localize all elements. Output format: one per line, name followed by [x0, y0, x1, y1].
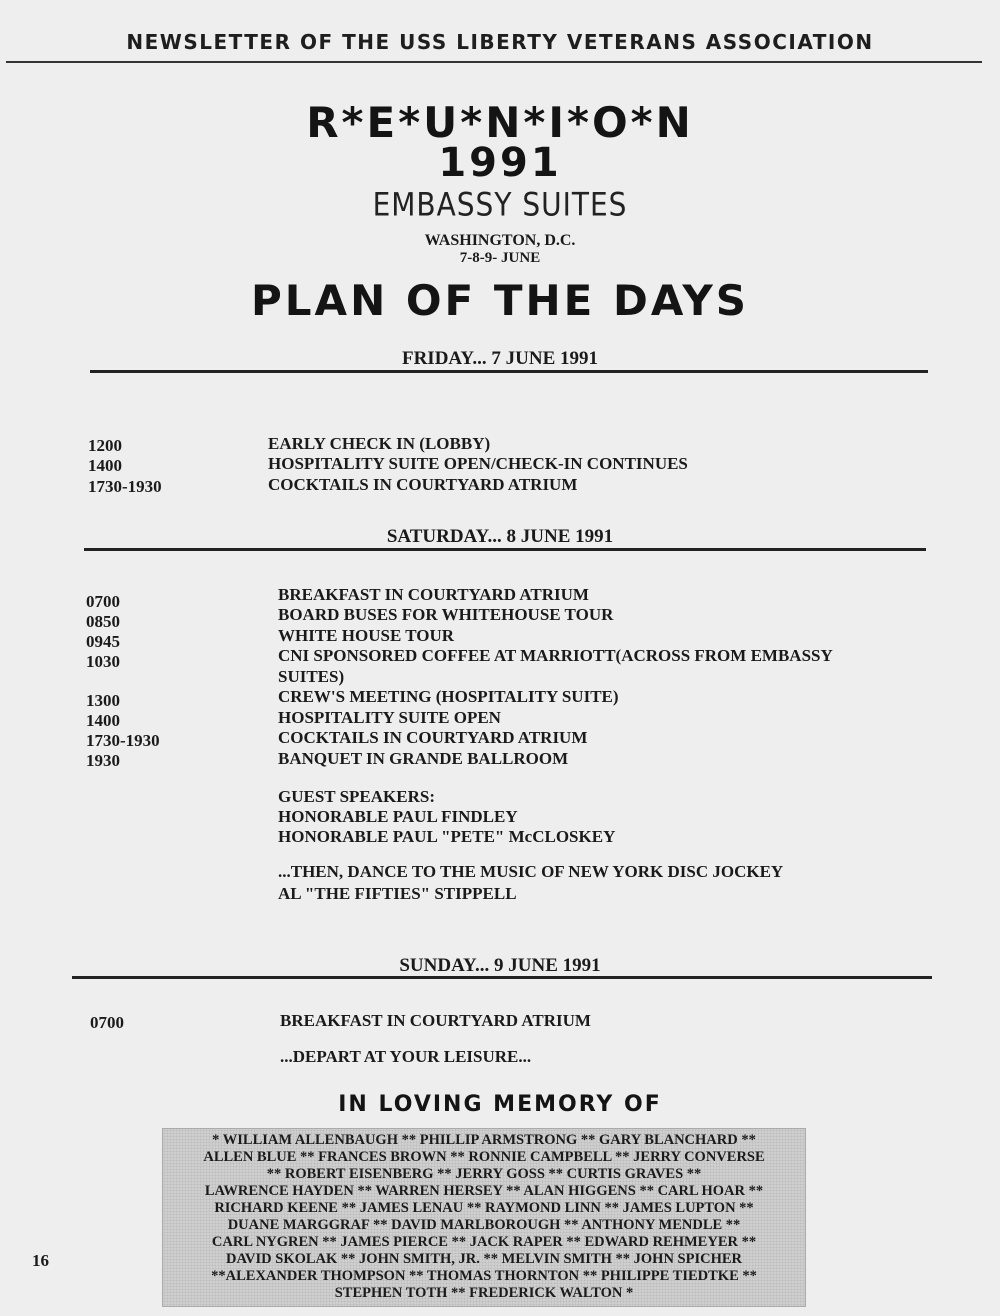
- memorial-title: IN LOVING MEMORY OF: [338, 1092, 662, 1117]
- schedule-time: 1300: [86, 691, 120, 710]
- schedule-time: 1930: [86, 751, 120, 770]
- memorial-names-line: LAWRENCE HAYDEN ** WARREN HERSEY ** ALAN HIGGENS ** CARL HOAR **: [204, 1183, 764, 1199]
- memorial-names-line: ** ROBERT EISENBERG ** JERRY GOSS ** CURTIS GRAVES **: [266, 1166, 702, 1182]
- schedule-time: 1200: [88, 436, 122, 455]
- memorial-names-line: DUANE MARGGRAF ** DAVID MARLBOROUGH ** ANTHONY MENDLE **: [227, 1217, 741, 1233]
- saturday-rule: [84, 548, 926, 551]
- sunday-heading: SUNDAY... 9 JUNE 1991: [399, 955, 601, 976]
- friday-heading: FRIDAY... 7 JUNE 1991: [401, 348, 598, 369]
- schedule-event: CREW'S MEETING (HOSPITALITY SUITE): [278, 687, 619, 706]
- guest-speaker: HONORABLE PAUL "PETE" McCLOSKEY: [278, 827, 616, 846]
- schedule-event: WHITE HOUSE TOUR: [278, 626, 455, 645]
- schedule-time: 1730-1930: [86, 731, 160, 750]
- event-dates: 7-8-9- JUNE: [459, 250, 541, 266]
- schedule-time: 0945: [86, 632, 120, 651]
- plan-title: PLAN OF THE DAYS: [251, 276, 749, 325]
- depart-note: ...DEPART AT YOUR LEISURE...: [280, 1047, 532, 1066]
- event-city: WASHINGTON, D.C.: [424, 232, 576, 249]
- schedule-time: 0700: [86, 592, 120, 611]
- schedule-time: 1730-1930: [88, 477, 162, 496]
- schedule-event: BANQUET IN GRANDE BALLROOM: [278, 749, 569, 768]
- reunion-heading: R*E*U*N*I*O*N: [306, 98, 694, 147]
- guest-speaker: HONORABLE PAUL FINDLEY: [278, 807, 518, 826]
- schedule-time: 0850: [86, 612, 120, 631]
- saturday-heading: SATURDAY... 8 JUNE 1991: [386, 526, 614, 547]
- schedule-event: BOARD BUSES FOR WHITEHOUSE TOUR: [278, 605, 614, 624]
- masthead-title: NEWSLETTER OF THE USS LIBERTY VETERANS ASSOCIATION: [126, 30, 874, 54]
- memorial-names-line: * WILLIAM ALLENBAUGH ** PHILLIP ARMSTRONG ** GARY BLANCHARD **: [212, 1132, 756, 1148]
- schedule-event-continued: SUITES): [278, 667, 345, 686]
- schedule-time: 1400: [86, 711, 120, 730]
- schedule-event: HOSPITALITY SUITE OPEN/CHECK-IN CONTINUES: [268, 454, 688, 473]
- dance-announcement: ...THEN, DANCE TO THE MUSIC OF NEW YORK DISC JOCKEY: [278, 862, 784, 881]
- page-number: 16: [32, 1251, 49, 1270]
- sunday-rule: [72, 976, 932, 979]
- hotel-name: EMBASSY SUITES: [372, 185, 628, 224]
- schedule-event: COCKTAILS IN COURTYARD ATRIUM: [278, 728, 588, 747]
- friday-rule: [90, 370, 928, 373]
- memorial-names-line: **ALEXANDER THOMPSON ** THOMAS THORNTON ** PHILIPPE TIEDTKE **: [211, 1268, 757, 1284]
- guest-speakers-label: GUEST SPEAKERS:: [278, 787, 435, 806]
- schedule-event: HOSPITALITY SUITE OPEN: [278, 708, 501, 727]
- schedule-event: CNI SPONSORED COFFEE AT MARRIOTT(ACROSS FROM EMBASSY: [278, 646, 833, 665]
- schedule-event: COCKTAILS IN COURTYARD ATRIUM: [268, 475, 578, 494]
- memorial-names-line: STEPHEN TOTH ** FREDERICK WALTON *: [334, 1285, 634, 1301]
- schedule-event: EARLY CHECK IN (LOBBY): [268, 434, 491, 453]
- dance-announcement-dj: AL "THE FIFTIES" STIPPELL: [278, 884, 517, 903]
- schedule-event: BREAKFAST IN COURTYARD ATRIUM: [280, 1011, 591, 1030]
- memorial-names-line: ALLEN BLUE ** FRANCES BROWN ** RONNIE CAMPBELL ** JERRY CONVERSE: [203, 1149, 765, 1165]
- masthead-rule: [6, 61, 982, 63]
- memorial-names-line: CARL NYGREN ** JAMES PIERCE ** JACK RAPER ** EDWARD REHMEYER **: [211, 1234, 757, 1250]
- memorial-names-line: DAVID SKOLAK ** JOHN SMITH, JR. ** MELVIN SMITH ** JOHN SPICHER: [225, 1251, 743, 1267]
- schedule-event: BREAKFAST IN COURTYARD ATRIUM: [278, 585, 589, 604]
- schedule-time: 1030: [86, 652, 120, 671]
- schedule-time: 1400: [88, 456, 122, 475]
- schedule-time: 0700: [90, 1013, 124, 1032]
- memorial-names-line: RICHARD KEENE ** JAMES LENAU ** RAYMOND LINN ** JAMES LUPTON **: [214, 1200, 754, 1216]
- reunion-year: 1991: [438, 140, 562, 186]
